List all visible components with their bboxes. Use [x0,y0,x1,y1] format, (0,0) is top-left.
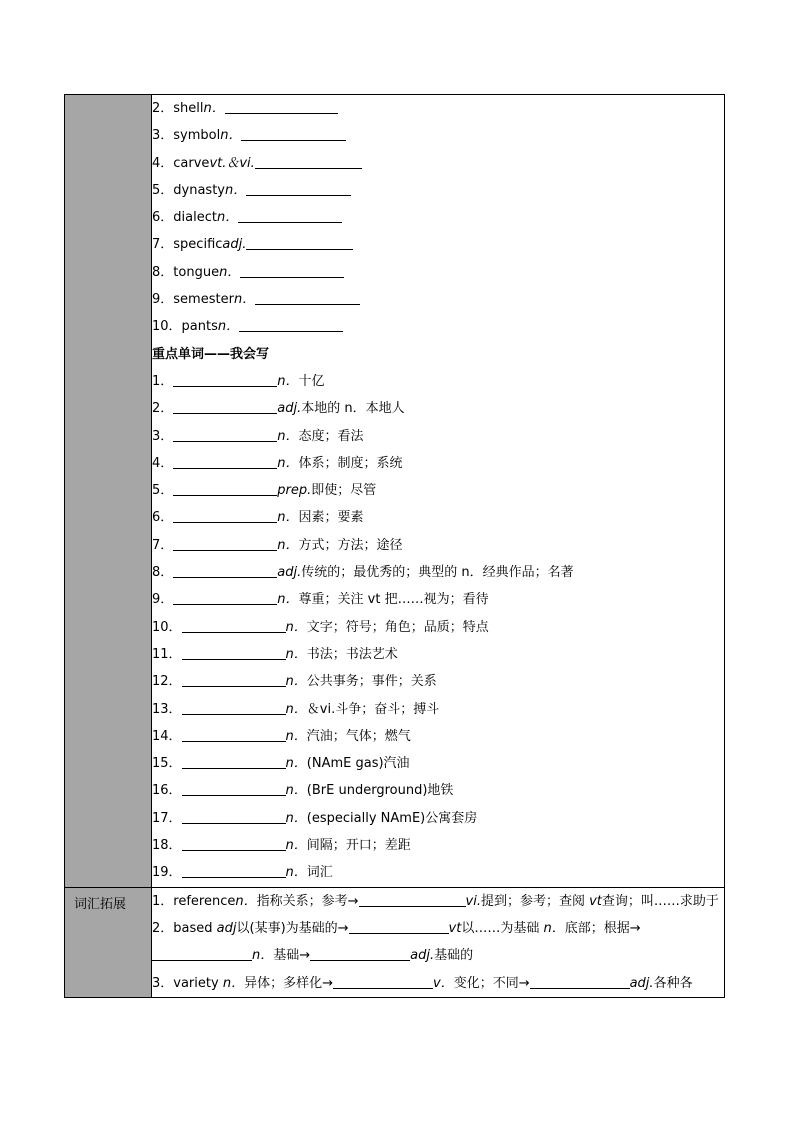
item-text: 基础的 [434,948,474,964]
chinese-meaning: 间隔；开口；差距 [306,838,411,854]
answer-blank[interactable] [182,727,286,742]
item-number: 3． [152,428,174,444]
answer-blank[interactable] [182,672,286,687]
item-number: 5． [152,483,174,499]
pos-label: n． [285,728,307,744]
vocab-write-item [152,750,724,777]
pos-label: n． [285,619,307,635]
section-label-cell [65,887,152,997]
pos-label: n． [285,838,307,854]
english-word: tongue [173,264,220,280]
answer-blank[interactable] [173,590,277,605]
chinese-meaning: 词汇 [306,865,333,881]
vocab-write-item [152,532,724,559]
vocab-write-list [152,368,724,887]
table-row [65,95,725,888]
pos-label: n． [252,948,274,964]
section-label-cell [65,95,152,888]
pos-label: n． [219,264,241,280]
vocab-write-item [152,450,724,477]
item-number: 10． [152,319,182,335]
english-word: semester [173,292,234,308]
vocab-recognize-list [152,95,724,341]
expansion-item [152,915,724,942]
chinese-meaning: 体系；制度；系统 [298,455,403,471]
item-number: 14． [152,728,182,744]
item-number: 9． [152,292,174,308]
item-number: 16． [152,783,182,799]
item-number: 2． [152,401,174,417]
item-text: 以(某事)为基础的→ [236,920,349,936]
vocab-recognize-item [152,177,724,204]
item-number: 6． [152,210,174,226]
pos-label: n． [277,373,299,389]
item-number: 6． [152,510,174,526]
item-text: 变化；不同→ [453,975,530,991]
vocab-recognize-item [152,313,724,340]
chinese-meaning: 公共事务；事件；关系 [306,674,437,690]
vocab-recognize-item [152,286,724,313]
pos-label: adj. [277,401,302,417]
vocab-write-item [152,614,724,641]
answer-blank[interactable] [240,263,344,278]
chinese-meaning: 十亿 [298,373,325,389]
item-text: 指称关系；参考→ [256,893,359,909]
answer-blank[interactable] [255,290,360,305]
item-number: 9． [152,592,174,608]
answer-blank[interactable] [182,700,286,715]
item-number: 8． [152,565,174,581]
item-text: 3．variety [152,975,219,991]
vocab-write-item [152,586,724,613]
item-number: 18． [152,838,182,854]
vocab-section-cell [152,95,725,888]
answer-blank[interactable] [238,208,342,223]
vocab-recognize-item [152,231,724,258]
pos-label: n． [277,537,299,553]
vocab-write-item [152,368,724,395]
chinese-meaning: (BrE underground)地铁 [306,783,454,799]
vocab-write-item [152,395,724,422]
chinese-meaning: 尊重；关注 vt 把……视为；看待 [298,592,489,608]
pos-label: v． [432,975,454,991]
vocab-write-item [152,477,724,504]
pos-label: n． [216,210,239,226]
pos-label: adj. [629,975,654,991]
pos-label: n． [285,756,307,772]
item-number: 10． [152,619,182,635]
pos-label: vt.＆vi. [209,155,255,171]
item-text: 异体；多样化→ [244,975,333,991]
pos-label: n． [277,428,299,444]
answer-blank[interactable] [333,974,433,989]
chinese-meaning: 方式；方法；途径 [298,537,403,553]
pos-label: n． [220,128,242,144]
chinese-meaning: (NAmE gas)汽油 [306,756,410,772]
pos-label: adj. [277,565,302,581]
answer-blank[interactable] [173,399,277,414]
item-number: 17． [152,810,182,826]
answer-blank[interactable] [173,508,277,523]
vocab-write-item [152,832,724,859]
vocab-recognize-item [152,204,724,231]
item-text: 各种各 [653,975,693,991]
vocab-write-item [152,423,724,450]
item-text: 以……为基础 [461,920,540,936]
answer-blank[interactable] [182,836,286,851]
answer-blank[interactable] [152,946,252,961]
pos-label: n． [225,182,247,198]
pos-label: adj [216,920,237,936]
item-number: 4． [152,155,174,171]
item-text: 底部；根据→ [564,920,641,936]
answer-blank[interactable] [173,454,277,469]
pos-label: n． [217,319,240,335]
answer-blank[interactable] [225,99,338,114]
answer-blank[interactable] [182,618,286,633]
answer-blank[interactable] [182,645,286,660]
english-word: carve [173,155,210,171]
answer-blank[interactable] [241,126,346,141]
answer-blank[interactable] [182,809,286,824]
chinese-meaning: 书法；书法艺术 [306,646,398,662]
pos-label: n． [285,810,307,826]
pos-label: n． [235,893,257,909]
answer-blank[interactable] [246,235,353,250]
answer-blank[interactable] [182,863,286,878]
item-text: 1．reference [152,893,236,909]
answer-blank[interactable] [349,919,449,934]
vocab-recognize-item [152,122,724,149]
vocab-write-item [152,723,724,750]
item-number: 7． [152,537,174,553]
table-row [65,887,725,997]
answer-blank[interactable] [182,754,286,769]
answer-blank[interactable] [173,372,277,387]
item-number: 12． [152,674,182,690]
answer-blank[interactable] [310,946,410,961]
section-label: 词汇拓展 [74,896,127,912]
pos-label: n． [203,101,225,116]
vocab-write-item [152,504,724,531]
pos-label: n． [277,592,299,608]
pos-label: adj. [410,948,435,964]
answer-blank[interactable] [239,317,343,332]
item-number: 3． [152,128,174,144]
chinese-meaning: 传统的；最优秀的；典型的 n．经典作品；名著 [301,565,574,581]
vocab-write-item [152,696,724,723]
vocab-write-item [152,859,724,886]
english-word: specific [173,237,223,253]
chinese-meaning: (especially NAmE)公寓套房 [306,810,478,826]
answer-blank[interactable] [173,427,277,442]
chinese-meaning: 汽油；气体；燃气 [306,728,411,744]
pos-label: n． [222,975,245,991]
item-number: 13． [152,701,182,717]
answer-blank[interactable] [173,563,277,578]
item-number: 5． [152,182,174,198]
english-word: dialect [173,210,217,226]
pos-label: vt [448,920,462,936]
chinese-meaning: 文字；符号；角色；品质；特点 [306,619,489,635]
vocab-write-item [152,559,724,586]
vocab-write-item [152,641,724,668]
pos-label: n． [277,510,299,526]
chinese-meaning: 态度；看法 [298,428,364,444]
answer-blank[interactable] [530,974,630,989]
vocab-write-item [152,805,724,832]
vocab-recognize-item [152,150,724,177]
pos-label: vi. [465,893,481,909]
vocab-recognize-item [152,95,724,122]
pos-label: n． [285,674,307,690]
pos-label: n． [233,292,256,308]
item-number: 1． [152,373,174,389]
pos-label: adj. [222,237,247,253]
pos-label: prep. [277,483,312,499]
pos-label: n． [285,783,307,799]
answer-blank[interactable] [173,536,277,551]
chinese-meaning: 本地的 n．本地人 [301,401,405,417]
pos-label: n． [285,865,307,881]
item-text: 查询；叫……求助于 [601,893,719,909]
chinese-meaning: ＆vi.斗争；奋斗；搏斗 [306,701,440,717]
expansion-item [152,970,724,997]
vocab-write-item [152,668,724,695]
item-number: 15． [152,756,182,772]
item-text: 基础→ [273,948,311,964]
vocab-recognize-item [152,259,724,286]
pos-label: n． [285,701,307,717]
chinese-meaning: 因素；要素 [298,510,364,526]
pos-label: n． [285,646,307,662]
vocab-write-item [152,777,724,804]
item-text: 提到；参考；查阅 [480,893,585,909]
english-word: shell [173,101,204,116]
answer-blank[interactable] [359,892,466,907]
answer-blank[interactable] [246,181,351,196]
pos-label: vt [589,893,602,909]
english-word: dynasty [173,182,225,198]
answer-blank[interactable] [173,481,277,496]
vocabulary-table [64,94,725,998]
item-number: 8． [152,264,174,280]
item-number: 19． [152,865,182,881]
answer-blank[interactable] [255,154,362,169]
pos-label: n． [543,920,565,936]
pos-label: n． [277,455,299,471]
item-number: 7． [152,237,174,253]
item-number: 2． [152,101,174,116]
chinese-meaning: 即使；尽管 [311,483,377,499]
section-heading: 重点单词——我会写 [152,346,270,362]
expansion-item [152,888,724,915]
answer-blank[interactable] [182,781,286,796]
item-number: 11． [152,646,182,662]
expansion-item-continued [152,942,724,969]
english-word: pants [181,319,218,335]
expansion-cell [152,887,725,997]
item-number: 4． [152,455,174,471]
item-text: 2．based [152,920,213,936]
english-word: symbol [173,128,221,144]
